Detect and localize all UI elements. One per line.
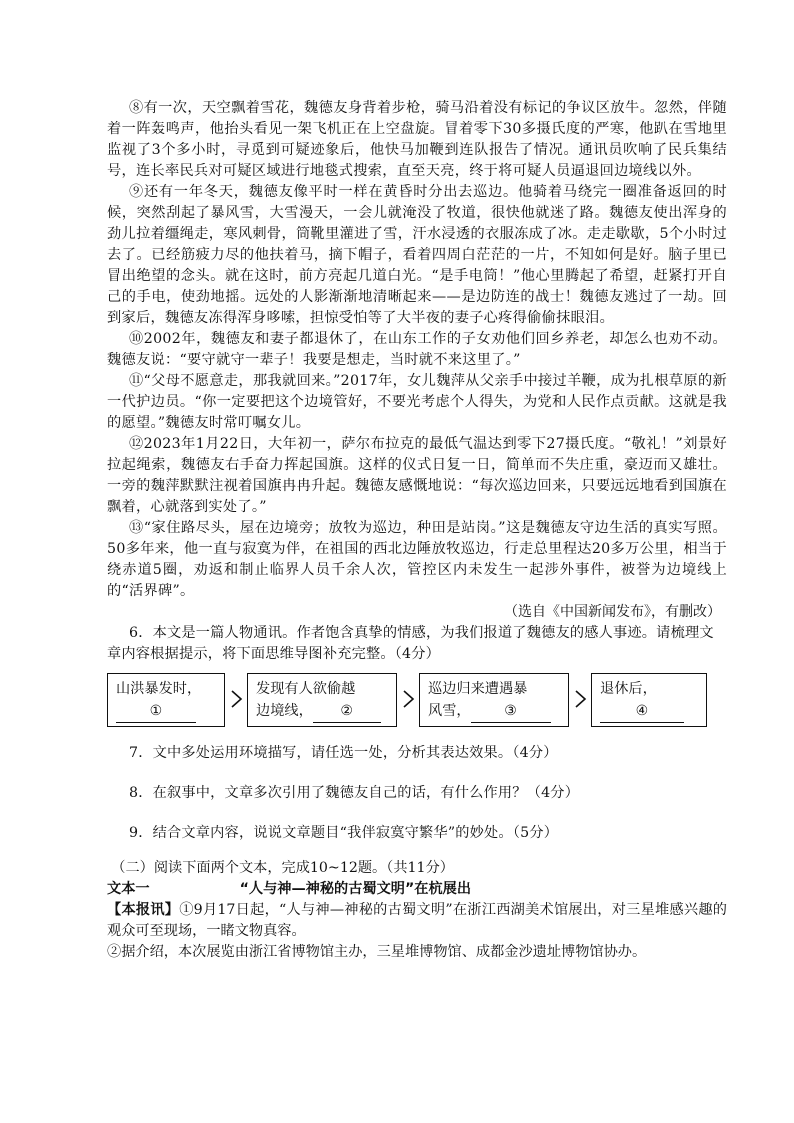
paragraph-13: ⑬“家住路尽头，屋在边境旁；放牧为巡边，种田是站岗。”这是魏德友守边生活的真实写照。50多年来，他一直与寂寞为伴，在祖国的西北边陲放牧巡边，行走总里程达20多万公里，相当于绕赤道5圈，劝返和制止临界人员千余人次，管控区内未发生一起涉外事件，被誉为边境线上的“活界碑”。	[107, 520, 727, 599]
mind-map-box-2	[247, 673, 397, 727]
paragraph-8: ⑧有一次，天空飘着雪花，魏德友身背着步枪，骑马沿着没有标记的争议区放牛。忽然，伴随着一阵轰鸣声，他抬头看见一架飞机正在上空盘旋。冒着零下30多摄氏度的严寒，他趴在雪地里监视了3个多小时，寻觅到可疑迹象后，他快马加鞭到连队报告了情况。通讯员吹响了民兵集结号，连长率民兵对可疑区域进行地毯式搜索，直至天亮，终于将可疑人员逼退回边境线以外。	[107, 100, 727, 179]
text-1-title: “人与神—神秘的古蜀文明”在杭展出	[239, 881, 472, 897]
report-paragraph-1-text: ①9月17日起，“人与神—神秘的古蜀文明”在浙江西湖美术馆展出，对三星堆感兴趣的观众可至现场，一睹文物真容。	[107, 902, 727, 939]
paragraph-10: ⑩2002年，魏德友和妻子都退休了，在山东工作的子女劝他们回乡养老，却怎么也劝不动。魏德友说：“要守就守一辈子！我要是想走，当时就不来这里了。”	[107, 331, 727, 368]
arrow-right-icon	[400, 688, 418, 710]
question-7: 7．文中多处运用环境描写，请任选一处，分析其表达效果。（4分）	[129, 745, 558, 761]
paragraph-12: ⑫2023年1月22日，大年初一，萨尔布拉克的最低气温达到零下27摄氏度。“敬礼！”刘景好拉起绳索，魏德友右手奋力挥起国旗。这样的仪式日复一日，简单而不失庄重，豪迈而又雄壮。一旁的魏萍默默注视着国旗冉冉升起。魏德友感慨地说：“每次巡边回来，只要远远地看到国旗在飘着，心就落到实处了。”	[107, 436, 727, 515]
arrow-right-icon	[572, 688, 590, 710]
section-2-heading: （二）阅读下面两个文本，完成10~12题。（共11分）	[111, 860, 454, 876]
blank-4: ④	[600, 700, 684, 723]
text-1-label: 文本一	[107, 881, 150, 897]
blank-2: ②	[313, 700, 381, 723]
blank-3: ③	[471, 700, 551, 723]
mind-map-box-4	[591, 673, 707, 727]
blank-1: ①	[116, 700, 196, 723]
text-1-heading	[107, 879, 727, 900]
document-page	[107, 98, 727, 963]
mind-map-box-1	[107, 673, 225, 727]
mind-map-box-3	[419, 673, 569, 727]
report-paragraph-1	[107, 900, 727, 942]
mind-map-box-2-prefix: 边境线，	[256, 703, 313, 719]
mind-map-box-1-label: 山洪暴发时，	[116, 681, 202, 697]
report-tag: 【本报讯】	[107, 902, 180, 918]
question-8: 8．在叙事中，文章多次引用了魏德友自己的话，有什么作用？（4分）	[129, 785, 580, 801]
arrow-right-icon	[228, 688, 246, 710]
paragraph-11: ⑪“父母不愿意走，那我就回来。”2017年，女儿魏萍从父亲手中接过羊鞭，成为扎根草原的新一代护边员。“你一定要把这个边境管好，不要光考虑个人得失，为党和人民作点贡献。这就是我的愿望。”魏德友时常叮嘱女儿。	[107, 373, 727, 431]
question-9: 9．结合文章内容，说说文章题目“我伴寂寞守繁华”的妙处。（5分）	[129, 825, 559, 841]
mind-map-box-3-prefix: 风雪，	[428, 703, 471, 719]
mind-map	[107, 673, 727, 735]
source-note: （选自《中国新闻发布》，有删改）	[504, 604, 721, 620]
question-6: 6．本文是一篇人物通讯。作者饱含真挚的情感，为我们报道了魏德友的感人事迹。请梳理文章内容根据提示，将下面思维导图补充完整。（4分）	[107, 625, 714, 662]
report-paragraph-2: ②据介绍，本次展览由浙江省博物馆主办，三星堆博物馆、成都金沙遗址博物馆协办。	[107, 944, 647, 960]
mind-map-box-4-label: 退休后，	[600, 681, 657, 697]
mind-map-box-3-label: 巡边归来遭遇暴	[428, 681, 528, 697]
mind-map-box-2-label: 发现有人欲偷越	[256, 681, 356, 697]
paragraph-9: ⑨还有一年冬天，魏德友像平时一样在黄昏时分出去巡边。他骑着马绕完一圈准备返回的时候，突然刮起了暴风雪，大雪漫天，一会儿就淹没了牧道，很快他就迷了路。魏德友使出浑身的劲儿拉着缰绳走，寒风刺骨，筒靴里灌进了雪，汗水浸透的衣服冻成了冰。走走歇歇，5个小时过去了。已经筋疲力尽的他扶着马，摘下帽子，看着四周白茫茫的一片，不知如何是好。脑子里已冒出绝望的念头。就在这时，前方亮起几道白光。“是手电筒！”他心里腾起了希望，赶紧打开自己的手电，使劲地摇。远处的人影渐渐地清晰起来——是边防连的战士！魏德友逃过了一劫。回到家后，魏德友冻得浑身哆嗦，担惊受怕等了大半夜的妻子心疼得偷偷抹眼泪。	[107, 184, 727, 326]
